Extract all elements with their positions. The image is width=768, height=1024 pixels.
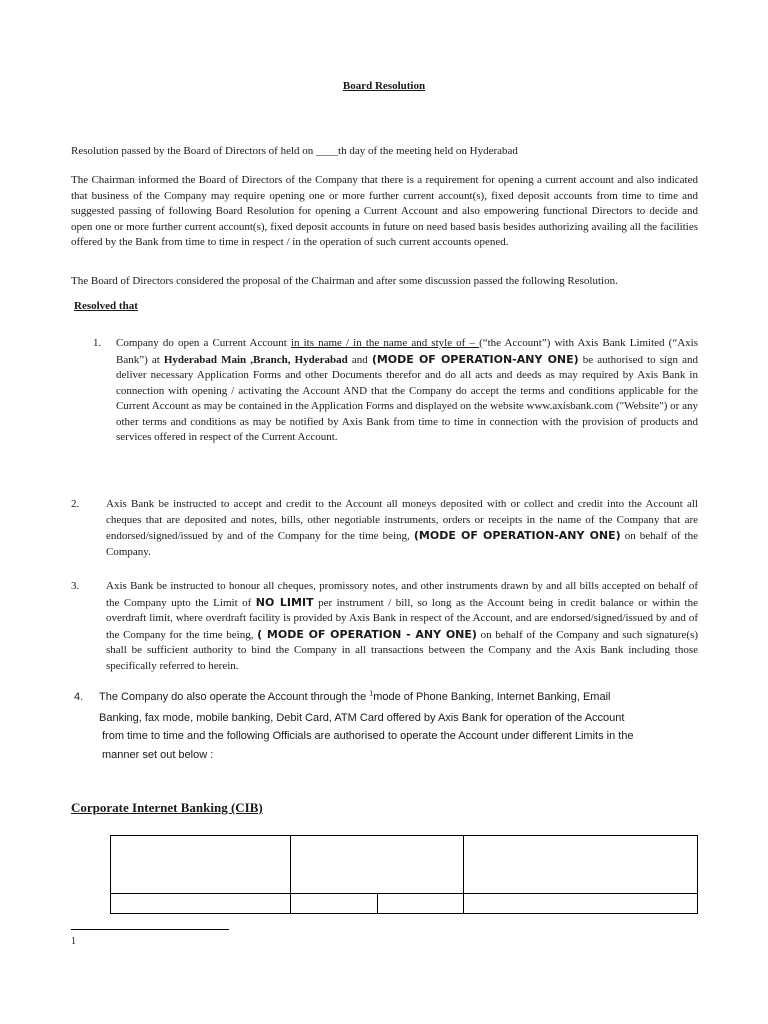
- item-4-line-1a: The Company do also operate the Account through the: [99, 691, 370, 703]
- cib-table-row: [111, 894, 698, 914]
- cib-table-cell: [111, 836, 291, 894]
- item-3-text: [106, 579, 698, 674]
- item-4-line-3: from time to time and the following Officials are authorised to operate the Account under different Limits in the: [102, 730, 634, 742]
- item-1-text-c: and: [347, 353, 372, 366]
- item-2-text-a: Axis Bank be instructed to accept and credit to the Account all moneys deposited with or collect and credit into the Account all cheques that are deposited and notes, bills, other negotiable instruments, orders or receipts in the name of the Company that are endorsed/signed/issued by and of the Company for the time being,: [106, 498, 698, 542]
- item-1-text-d: be authorised to sign and deliver necessary Application Forms and other Documents therefor and do all acts and deeds as may required by Axis Bank in connection with opening / activating the Account AND that the Company do accept the terms and conditions applicable for the Current Account as may be contained in the Application Forms and displayed on the website www.axisbank.com ("Website") or any other terms and conditions as may be notified by Axis Bank from time to time in connection with the provision of products and services offered in respect of the Current Account.: [116, 353, 698, 443]
- cib-table-cell: [463, 836, 697, 894]
- item-3-text-a: Axis Bank be instructed to honour all cheques, promissory notes, and other instruments drawn by and all bills accepted on behalf of the Company upto the Limit of: [106, 580, 698, 609]
- item-3-limit: NO LIMIT: [255, 595, 314, 609]
- item-3-mode-of-operation: ( MODE OF OPERATION - ANY ONE): [257, 627, 477, 641]
- item-4-line-1: [99, 690, 610, 705]
- item-4-line-2: Banking, fax mode, mobile banking, Debit Card, ATM Card offered by Axis Bank for operation of the Account: [99, 712, 625, 724]
- footnote-separator: [71, 929, 229, 930]
- cib-table-cell: [291, 836, 463, 894]
- item-2-number: 2.: [71, 498, 80, 510]
- item-3-number: 3.: [71, 580, 80, 592]
- intro-paragraph: Resolution passed by the Board of Directors of held on ____th day of the meeting held on Hyderabad: [71, 145, 518, 157]
- item-1-branch: Hyderabad Main ,Branch, Hyderabad: [163, 353, 348, 366]
- chairman-paragraph: The Chairman informed the Board of Directors of the Company that there is a requirement for opening a current account and also indicated that business of the Company may require opening one or more further current account(s), fixed deposit accounts from time to time and suggested passing of following Board Resolution for opening a Current Account and also empowering functional Directors to decide and open one or more further current account(s), fixed deposit accounts in future on need based basis besides authorizing availing all the facilities offered by the Bank from time to time in respect / in the operation of such current accounts opened.: [71, 174, 698, 248]
- item-4-line-1b: mode of Phone Banking, Internet Banking, Email: [373, 691, 611, 703]
- cib-table-cell: [378, 894, 464, 914]
- document-title: Board Resolution: [342, 80, 426, 92]
- cib-table: [110, 835, 698, 914]
- item-2-text: [106, 497, 698, 560]
- cib-table-cell: [463, 894, 697, 914]
- footnote-reference: 1: [369, 690, 374, 698]
- cib-table-header-row: [111, 836, 698, 894]
- cib-table-cell: [291, 894, 378, 914]
- item-2-text-b: on behalf of the Company.: [106, 530, 698, 558]
- item-4-number: 4.: [74, 691, 84, 703]
- item-1-account-style: in its name / in the name and style of –: [290, 337, 480, 349]
- item-4-line-4: manner set out below :: [102, 749, 214, 761]
- item-1-mode-of-operation: (MODE OF OPERATION-ANY ONE): [371, 352, 579, 366]
- resolved-that-heading: Resolved that: [74, 300, 138, 312]
- item-1-text: [116, 336, 698, 446]
- item-3-text-b: per instrument / bill, so long as the Account being in credit balance or within the overdraft limit, where overdraft facility is provided by Axis Bank in respect of the Account, and are endorsed/signed/issued by and of the Company for the time being,: [106, 596, 698, 641]
- item-3-text-c: on behalf of the Company and such signature(s) shall be sufficient authority to bind the Company in all transactions between the Company and the Axis Bank including those specifically referred to herein.: [106, 628, 698, 672]
- item-1-text-b: (“the Account”) with Axis Bank Limited (“Axis Bank”) at: [116, 337, 698, 366]
- board-paragraph: The Board of Directors considered the proposal of the Chairman and after some discussion passed the following Resolution.: [71, 275, 618, 287]
- item-1-number: 1.: [93, 337, 102, 349]
- item-2-mode-of-operation: (MODE OF OPERATION-ANY ONE): [413, 529, 621, 542]
- cib-heading: Corporate Internet Banking (CIB): [71, 800, 263, 815]
- item-1-text-a: Company do open a Current Account: [116, 337, 291, 349]
- footnote-number: 1: [71, 936, 76, 947]
- cib-table-cell: [111, 894, 291, 914]
